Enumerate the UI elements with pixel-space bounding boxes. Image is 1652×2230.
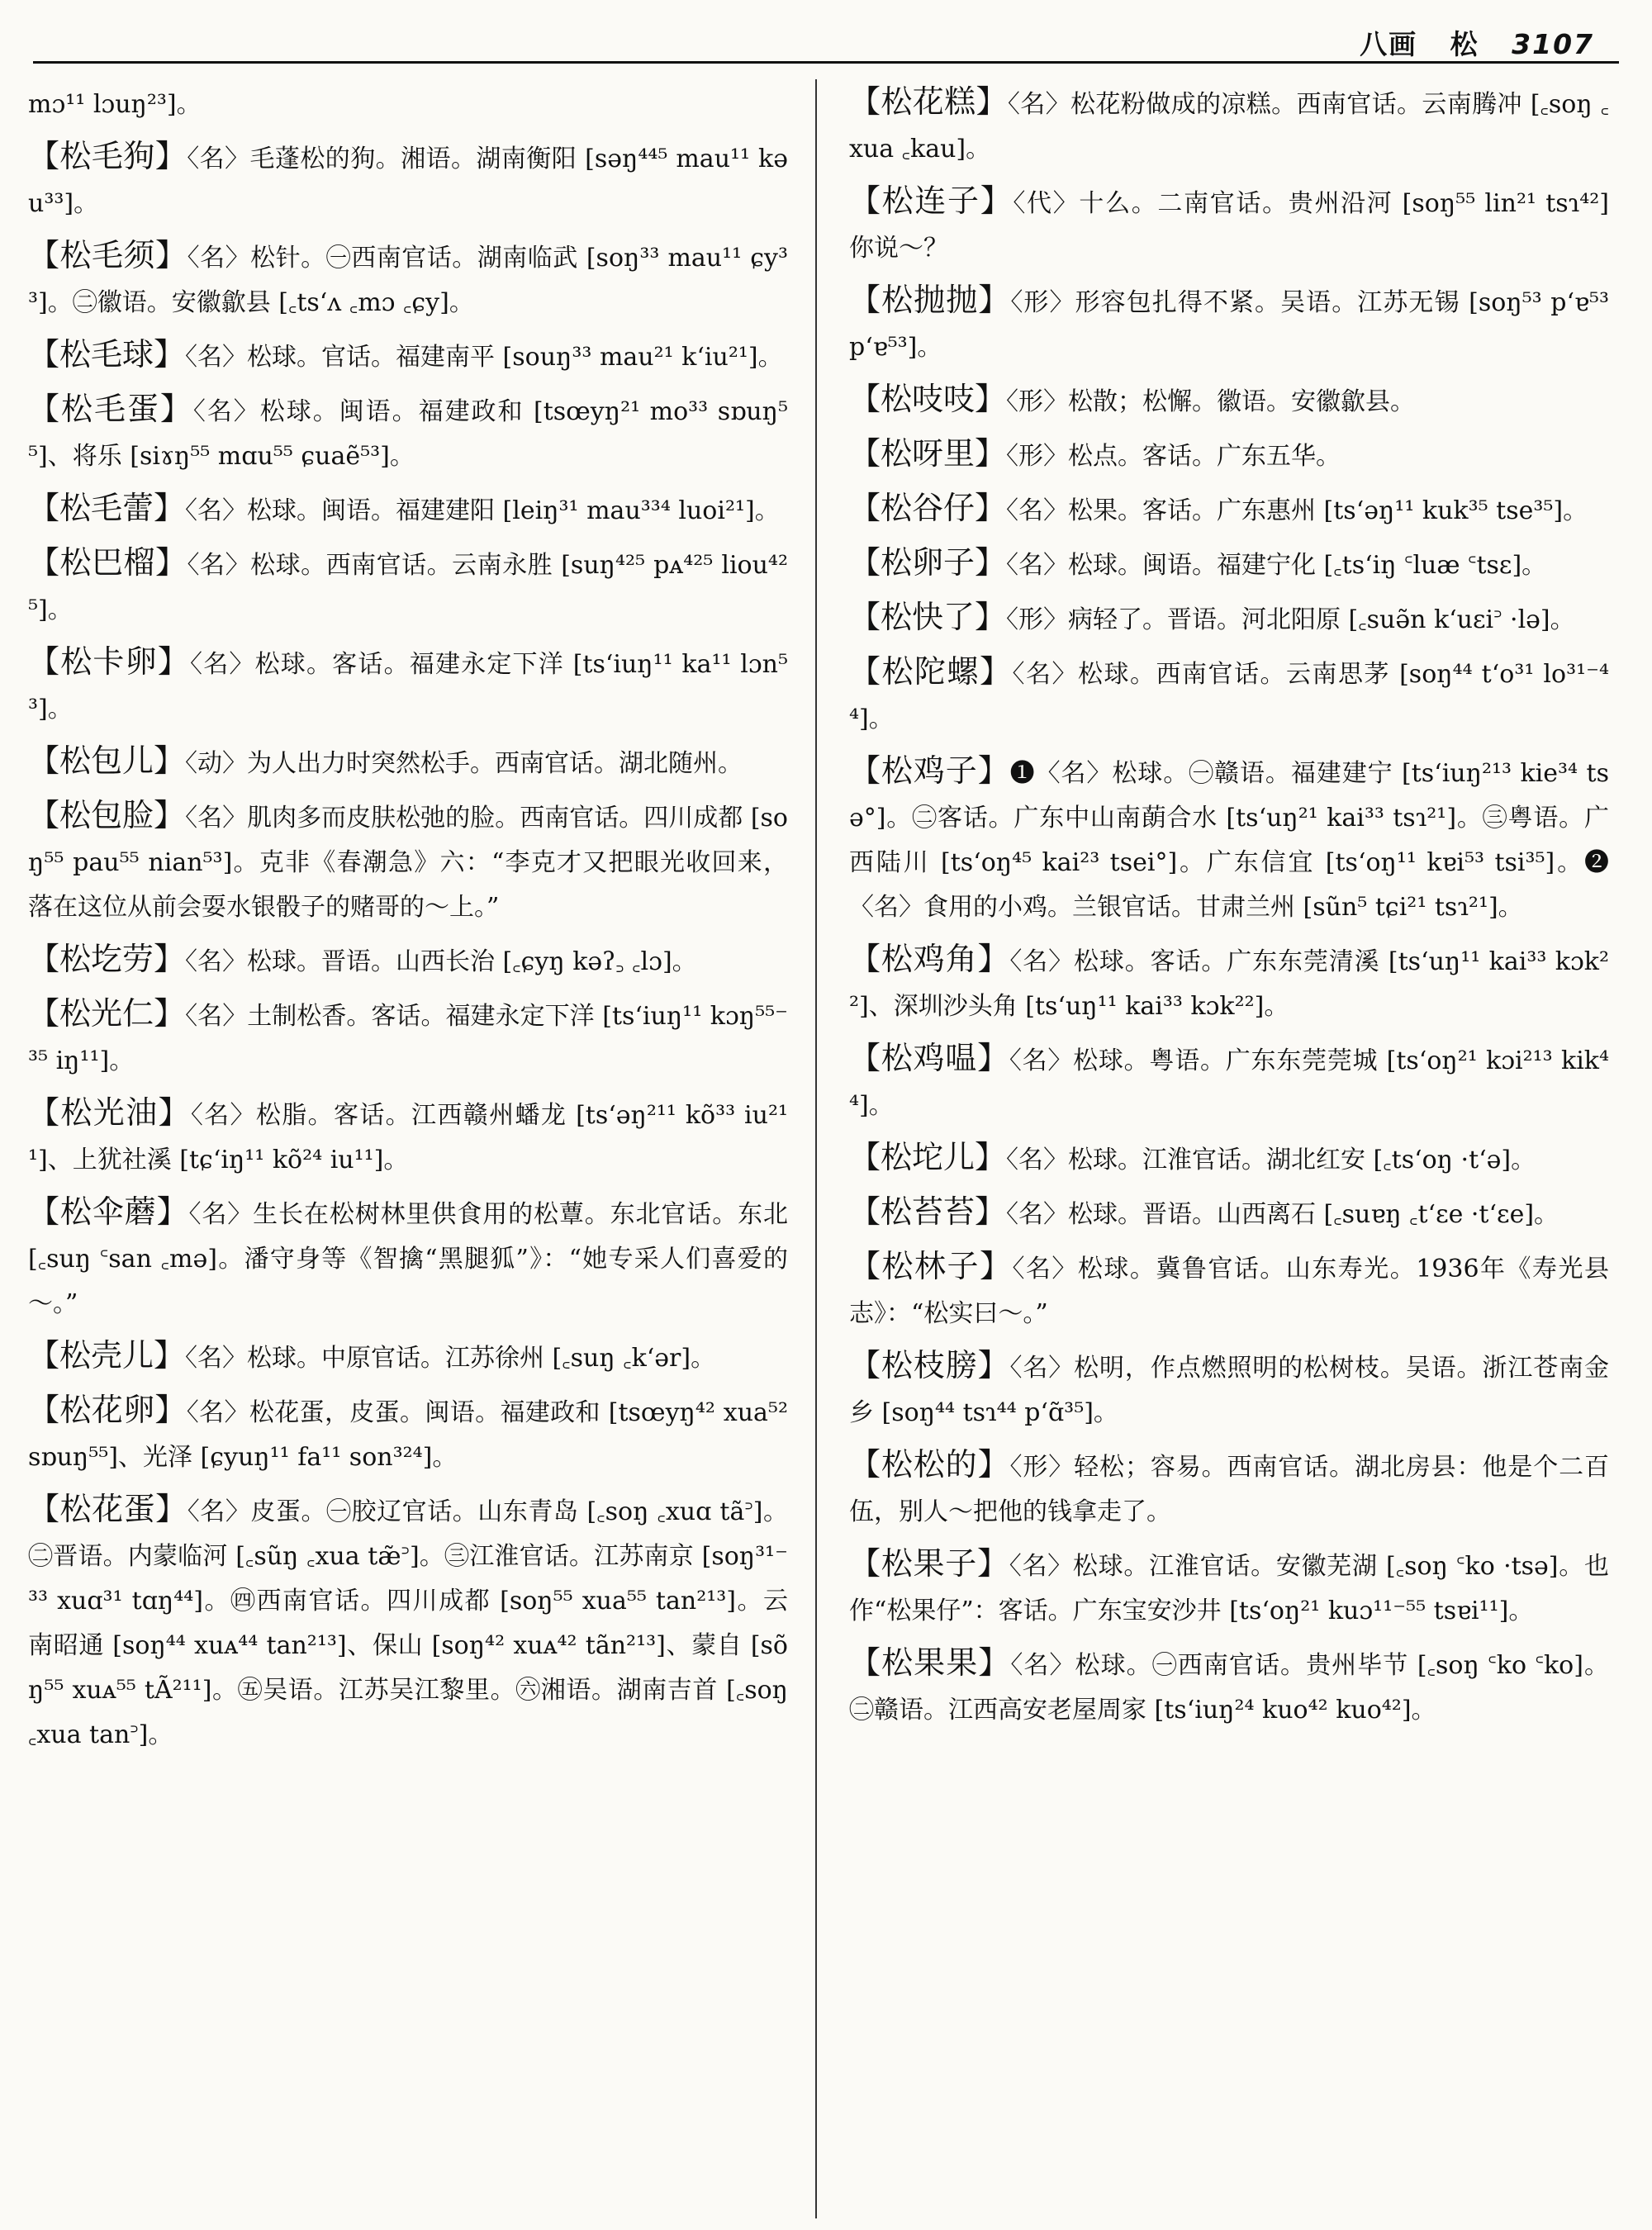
entry-headword: 【松毛狗】 <box>28 138 188 174</box>
dictionary-entry <box>28 332 788 380</box>
dictionary-entry <box>849 1036 1609 1128</box>
entry-definition: 〈名〉毛蓬松的狗。湘语。湖南衡阳 [səŋ⁴⁴⁵ mau¹¹ kəu³³]。 <box>28 145 788 218</box>
dictionary-entry <box>28 738 788 786</box>
entry-headword: 【松鸡角】 <box>849 941 1010 977</box>
dictionary-entry <box>849 937 1609 1029</box>
entry-definition: 〈名〉松花蛋，皮蛋。闽语。福建政和 [tsœyŋ⁴² xua⁵² sɒuŋ⁵⁵]、光泽 [ɕyuŋ¹¹ fa¹¹ son³²⁴]。 <box>28 1398 788 1472</box>
entry-definition: 〈名〉松球。晋语。山西离石 [꜀suɐŋ ꜀tʻɛe ·tʻɛe]。 <box>1006 1200 1559 1229</box>
entry-headword: 【松吱吱】 <box>849 381 1007 417</box>
dictionary-entry <box>28 540 788 633</box>
dictionary-entry <box>28 233 788 325</box>
entry-definition: 〈名〉松球。闽语。福建政和 [tsœyŋ²¹ mo³³ sɒuŋ⁵⁵]、将乐 [siɤŋ⁵⁵ mɑu⁵⁵ ɕuaẽ⁵³]。 <box>28 397 788 471</box>
entry-headword: 【松坨儿】 <box>849 1139 1007 1175</box>
entry-headword: 【松林子】 <box>849 1248 1013 1284</box>
entry-headword: 【松果果】 <box>849 1644 1011 1681</box>
page-header <box>33 17 1619 64</box>
dictionary-entry <box>849 178 1609 271</box>
entry-definition: 〈名〉松球。江淮官话。安徽芜湖 [꜀soŋ ꜂ko ·tsə]。也作“松果仔”：客话。广东宝安沙井 [tsʻoŋ²¹ kuɔ¹¹⁻⁵⁵ tsɐi¹¹]。 <box>849 1552 1609 1625</box>
column-divider <box>815 79 817 2218</box>
entry-definition: 〈名〉松球。闽语。福建宁化 [꜀tsʻiŋ ꜂luæ ꜂tsɛ]。 <box>1006 551 1547 580</box>
entry-definition: 〈名〉松球。西南官话。云南思茅 [soŋ⁴⁴ tʻo³¹ lo³¹⁻⁴⁴]。 <box>849 660 1609 733</box>
entry-definition: 〈形〉形容包扎得不紧。吴语。江苏无锡 [soŋ⁵³ pʻɐ⁵³ pʻɐ⁵³]。 <box>849 288 1609 362</box>
entry-headword: 【松毛须】 <box>28 237 188 273</box>
entry-headword: 【松光仁】 <box>28 995 186 1032</box>
dictionary-entry <box>849 1343 1609 1435</box>
dictionary-entry <box>28 991 788 1084</box>
dictionary-entry <box>28 1487 788 1758</box>
dictionary-entry <box>28 793 788 930</box>
dictionary-entry <box>28 134 788 226</box>
dictionary-entry <box>849 748 1609 930</box>
entry-definition: 〈名〉生长在松树林里供食用的松蕈。东北官话。东北 [꜀suŋ ꜂san ꜀mə]。潘守身等《智擒“黑腿狐”》：“她专采人们喜爱的～。” <box>28 1200 788 1318</box>
entry-definition: 〈代〉十么。二南官话。贵州沿河 [soŋ⁵⁵ lin²¹ tsɿ⁴²] 你说～？ <box>849 189 1609 263</box>
entry-headword: 【松毛蕾】 <box>28 490 186 526</box>
entry-definition: 〈名〉松明，作点燃照明的松树枝。吴语。浙江苍南金乡 [soŋ⁴⁴ tsɿ⁴⁴ pʻɑ̃³⁵]。 <box>849 1354 1609 1427</box>
entry-headword: 【松快了】 <box>849 599 1007 635</box>
dictionary-entry <box>849 1189 1609 1237</box>
dictionary-entry <box>28 1388 788 1480</box>
entry-definition: 〈名〉松球。官话。福建南平 [souŋ³³ mau²¹ kʻiu²¹]。 <box>185 343 783 372</box>
dictionary-entry <box>849 377 1609 425</box>
entry-definition: 〈形〉松点。客话。广东五华。 <box>1006 442 1341 471</box>
dictionary-entry <box>28 79 788 127</box>
entry-headword: 【松光油】 <box>28 1094 191 1131</box>
entry-definition: 〈形〉病轻了。晋语。河北阳原 [꜀suə̃n kʻuɛi꜄ ·lə]。 <box>1006 605 1575 634</box>
entry-definition: 〈名〉皮蛋。㊀胶辽官话。山东青岛 [꜀soŋ ꜀xuɑ tã꜄]。㊁晋语。内蒙临河 [꜀sũŋ ꜀xua tæ̃꜄]。㊂江淮官话。江苏南京 [soŋ³¹⁻³³ xuɑ³¹ tɑŋ⁴⁴]。㊃西南官话。四川成都 [soŋ⁵⁵ xua⁵⁵ tan²¹³]。云南昭通 [soŋ⁴⁴ xuᴀ⁴⁴ tan²¹³]、保山 [soŋ⁴² xuᴀ⁴² tãn²¹³]、蒙自 [sõŋ⁵⁵ xuᴀ⁵⁵ tÃ²¹¹]。㊄吴语。江苏吴江黎里。㊅湘语。湖南吉首 [꜀soŋ ꜀xua tan꜄]。 <box>28 1497 788 1749</box>
dictionary-entry <box>849 595 1609 643</box>
entry-headword: 【松连子】 <box>849 183 1014 219</box>
running-head <box>1338 23 1594 62</box>
dictionary-entry <box>28 937 788 985</box>
page-number: 3107 <box>1512 28 1594 60</box>
entry-definition: 〈名〉肌肉多而皮肤松弛的脸。西南官话。四川成都 [soŋ⁵⁵ pau⁵⁵ nian⁵³]。克非《春潮急》六：“李克才又把眼光收回来，落在这位从前会耍水银骰子的赌哥的～上。” <box>28 804 788 922</box>
entry-headword: 【松巴榴】 <box>28 544 188 581</box>
entry-definition: 〈形〉轻松；容易。西南官话。湖北房县：他是个二百伍，别人～把他的钱拿走了。 <box>849 1453 1609 1526</box>
entry-headword: 【松包脸】 <box>28 797 186 833</box>
entry-headword: 【松抛抛】 <box>849 282 1011 318</box>
dictionary-entry <box>28 639 788 732</box>
entry-definition: 〈名〉松球。客话。广东东莞清溪 [tsʻuŋ¹¹ kai³³ kɔk²²]、深圳沙头角 [tsʻuŋ¹¹ kai³³ kɔk²²]。 <box>849 947 1609 1021</box>
entry-headword: 【松卡卵】 <box>28 643 190 680</box>
entry-definition: 〈形〉松散；松懈。徽语。安徽歙县。 <box>1006 387 1416 416</box>
dictionary-entry <box>849 486 1609 534</box>
dictionary-entry <box>28 486 788 534</box>
entry-headword: 【松包儿】 <box>28 743 186 779</box>
dictionary-entry <box>849 1541 1609 1634</box>
entry-definition: 〈名〉松球。闽语。福建建阳 [leiŋ³¹ mau³³⁴ luoi²¹]。 <box>185 496 780 525</box>
dictionary-entry <box>28 387 788 479</box>
dictionary-entry <box>849 79 1609 172</box>
dictionary-entry <box>849 1135 1609 1183</box>
entry-definition: 〈名〉松球。㊀西南官话。贵州毕节 [꜀soŋ ꜂ko ꜂ko]。㊁赣语。江西高安老屋周家 [tsʻiuŋ²⁴ kuo⁴² kuo⁴²]。 <box>849 1651 1609 1725</box>
right-column <box>849 79 1609 1739</box>
entry-headword: 【松卵子】 <box>849 544 1007 581</box>
entry-headword: 【松谷仔】 <box>849 490 1007 526</box>
dictionary-entry <box>849 1442 1609 1535</box>
entry-definition: 〈动〉为人出力时突然松手。西南官话。湖北随州。 <box>185 749 743 778</box>
dictionary-entry <box>28 1333 788 1381</box>
entry-headword: 【松毛球】 <box>28 336 186 372</box>
dictionary-entry <box>849 431 1609 479</box>
entry-headword: 【松花蛋】 <box>28 1491 188 1527</box>
entry-definition: 〈名〉松球。中原官话。江苏徐州 [꜀suŋ ꜀kʻər]。 <box>185 1344 716 1373</box>
entry-definition: 〈名〉松球。冀鲁官话。山东寿光。1936年《寿光县志》：“松实曰～。” <box>849 1255 1609 1328</box>
entry-headword: 【松花糕】 <box>849 83 1008 120</box>
dictionary-entry <box>849 1640 1609 1733</box>
entry-headword: 【松松的】 <box>849 1446 1010 1483</box>
entry-definition: 〈名〉松果。客话。广东惠州 [tsʻəŋ¹¹ kuk³⁵ tse³⁵]。 <box>1006 496 1588 525</box>
entry-headword: 【松毛蛋】 <box>28 391 193 427</box>
entry-headword: 【松呀里】 <box>849 435 1007 472</box>
entry-headword: 【松枝膀】 <box>849 1347 1010 1383</box>
dictionary-entry <box>849 1244 1609 1336</box>
entry-definition: 〈名〉松脂。客话。江西赣州蟠龙 [tsʻəŋ²¹¹ kõ³³ iu²¹¹]、上犹社溪 [tɕʻiŋ¹¹ kõ²⁴ iu¹¹]。 <box>28 1101 788 1174</box>
entry-headword: 【松苔苔】 <box>849 1193 1007 1230</box>
dictionary-entry <box>849 278 1609 370</box>
entry-definition: ❶〈名〉松球。㊀赣语。福建建宁 [tsʻiuŋ²¹³ kie³⁴ tsə°]。㊁客话。广东中山南蓢合水 [tsʻuŋ²¹ kai³³ tsɿ²¹]。㊂粤语。广西陆川 [tsʻoŋ⁴⁵ kai²³ tsei°]。广东信宜 [tsʻoŋ¹¹ kɐi⁵³ tsi³⁵]。❷〈名〉食用的小鸡。兰银官话。甘肃兰州 [sũn⁵ tɕi²¹ tsɿ²¹]。 <box>849 759 1609 922</box>
entry-definition: 〈名〉土制松香。客话。福建永定下洋 [tsʻiuŋ¹¹ kɔŋ⁵⁵⁻³⁵ iŋ¹¹]。 <box>28 1002 788 1075</box>
entry-definition: 〈名〉松针。㊀西南官话。湖南临武 [soŋ³³ mau¹¹ ɕy³³]。㊁徽语。安徽歙县 [꜀tsʻʌ ꜀mɔ ꜀ɕy]。 <box>28 244 788 317</box>
dictionary-entry <box>28 1090 788 1183</box>
entry-headword: 【松壳儿】 <box>28 1337 186 1374</box>
section-label: 八画 <box>1360 28 1418 60</box>
dictionary-entry <box>849 540 1609 588</box>
entry-definition: 〈名〉松球。粤语。广东东莞莞城 [tsʻoŋ²¹ kɔi²¹³ kik⁴⁴]。 <box>849 1046 1609 1120</box>
entry-headword: 【松陀螺】 <box>849 653 1013 690</box>
entry-definition: 〈名〉松球。江淮官话。湖北红安 [꜀tsʻoŋ ·tʻə]。 <box>1006 1146 1536 1174</box>
left-column <box>28 79 788 1764</box>
entry-headword: 【松伞蘑】 <box>28 1193 189 1230</box>
entry-headword: 【松圪劳】 <box>28 941 186 977</box>
head-character: 松 <box>1450 28 1479 60</box>
entry-definition: 〈名〉松花粉做成的凉糕。西南官话。云南腾冲 [꜀soŋ ꜀xua ꜀kau]。 <box>849 90 1609 164</box>
entry-definition: 〈名〉松球。西南官话。云南永胜 [suŋ⁴²⁵ pᴀ⁴²⁵ liou⁴²⁵]。 <box>28 551 788 624</box>
entry-definition: mɔ¹¹ lɔuŋ²³]。 <box>28 90 202 119</box>
entry-definition: 〈名〉松球。晋语。山西长治 [꜀ɕyŋ kəʔ꜆ ꜀lɔ]。 <box>185 947 697 976</box>
entry-definition: 〈名〉松球。客话。福建永定下洋 [tsʻiuŋ¹¹ ka¹¹ lɔn⁵³]。 <box>28 650 788 724</box>
dictionary-entry <box>28 1189 788 1326</box>
dictionary-entry <box>849 649 1609 742</box>
entry-headword: 【松果子】 <box>849 1545 1009 1582</box>
entry-headword: 【松鸡嗢】 <box>849 1040 1009 1076</box>
entry-headword: 【松鸡子】 <box>849 752 1010 789</box>
entry-headword: 【松花卵】 <box>28 1392 187 1428</box>
